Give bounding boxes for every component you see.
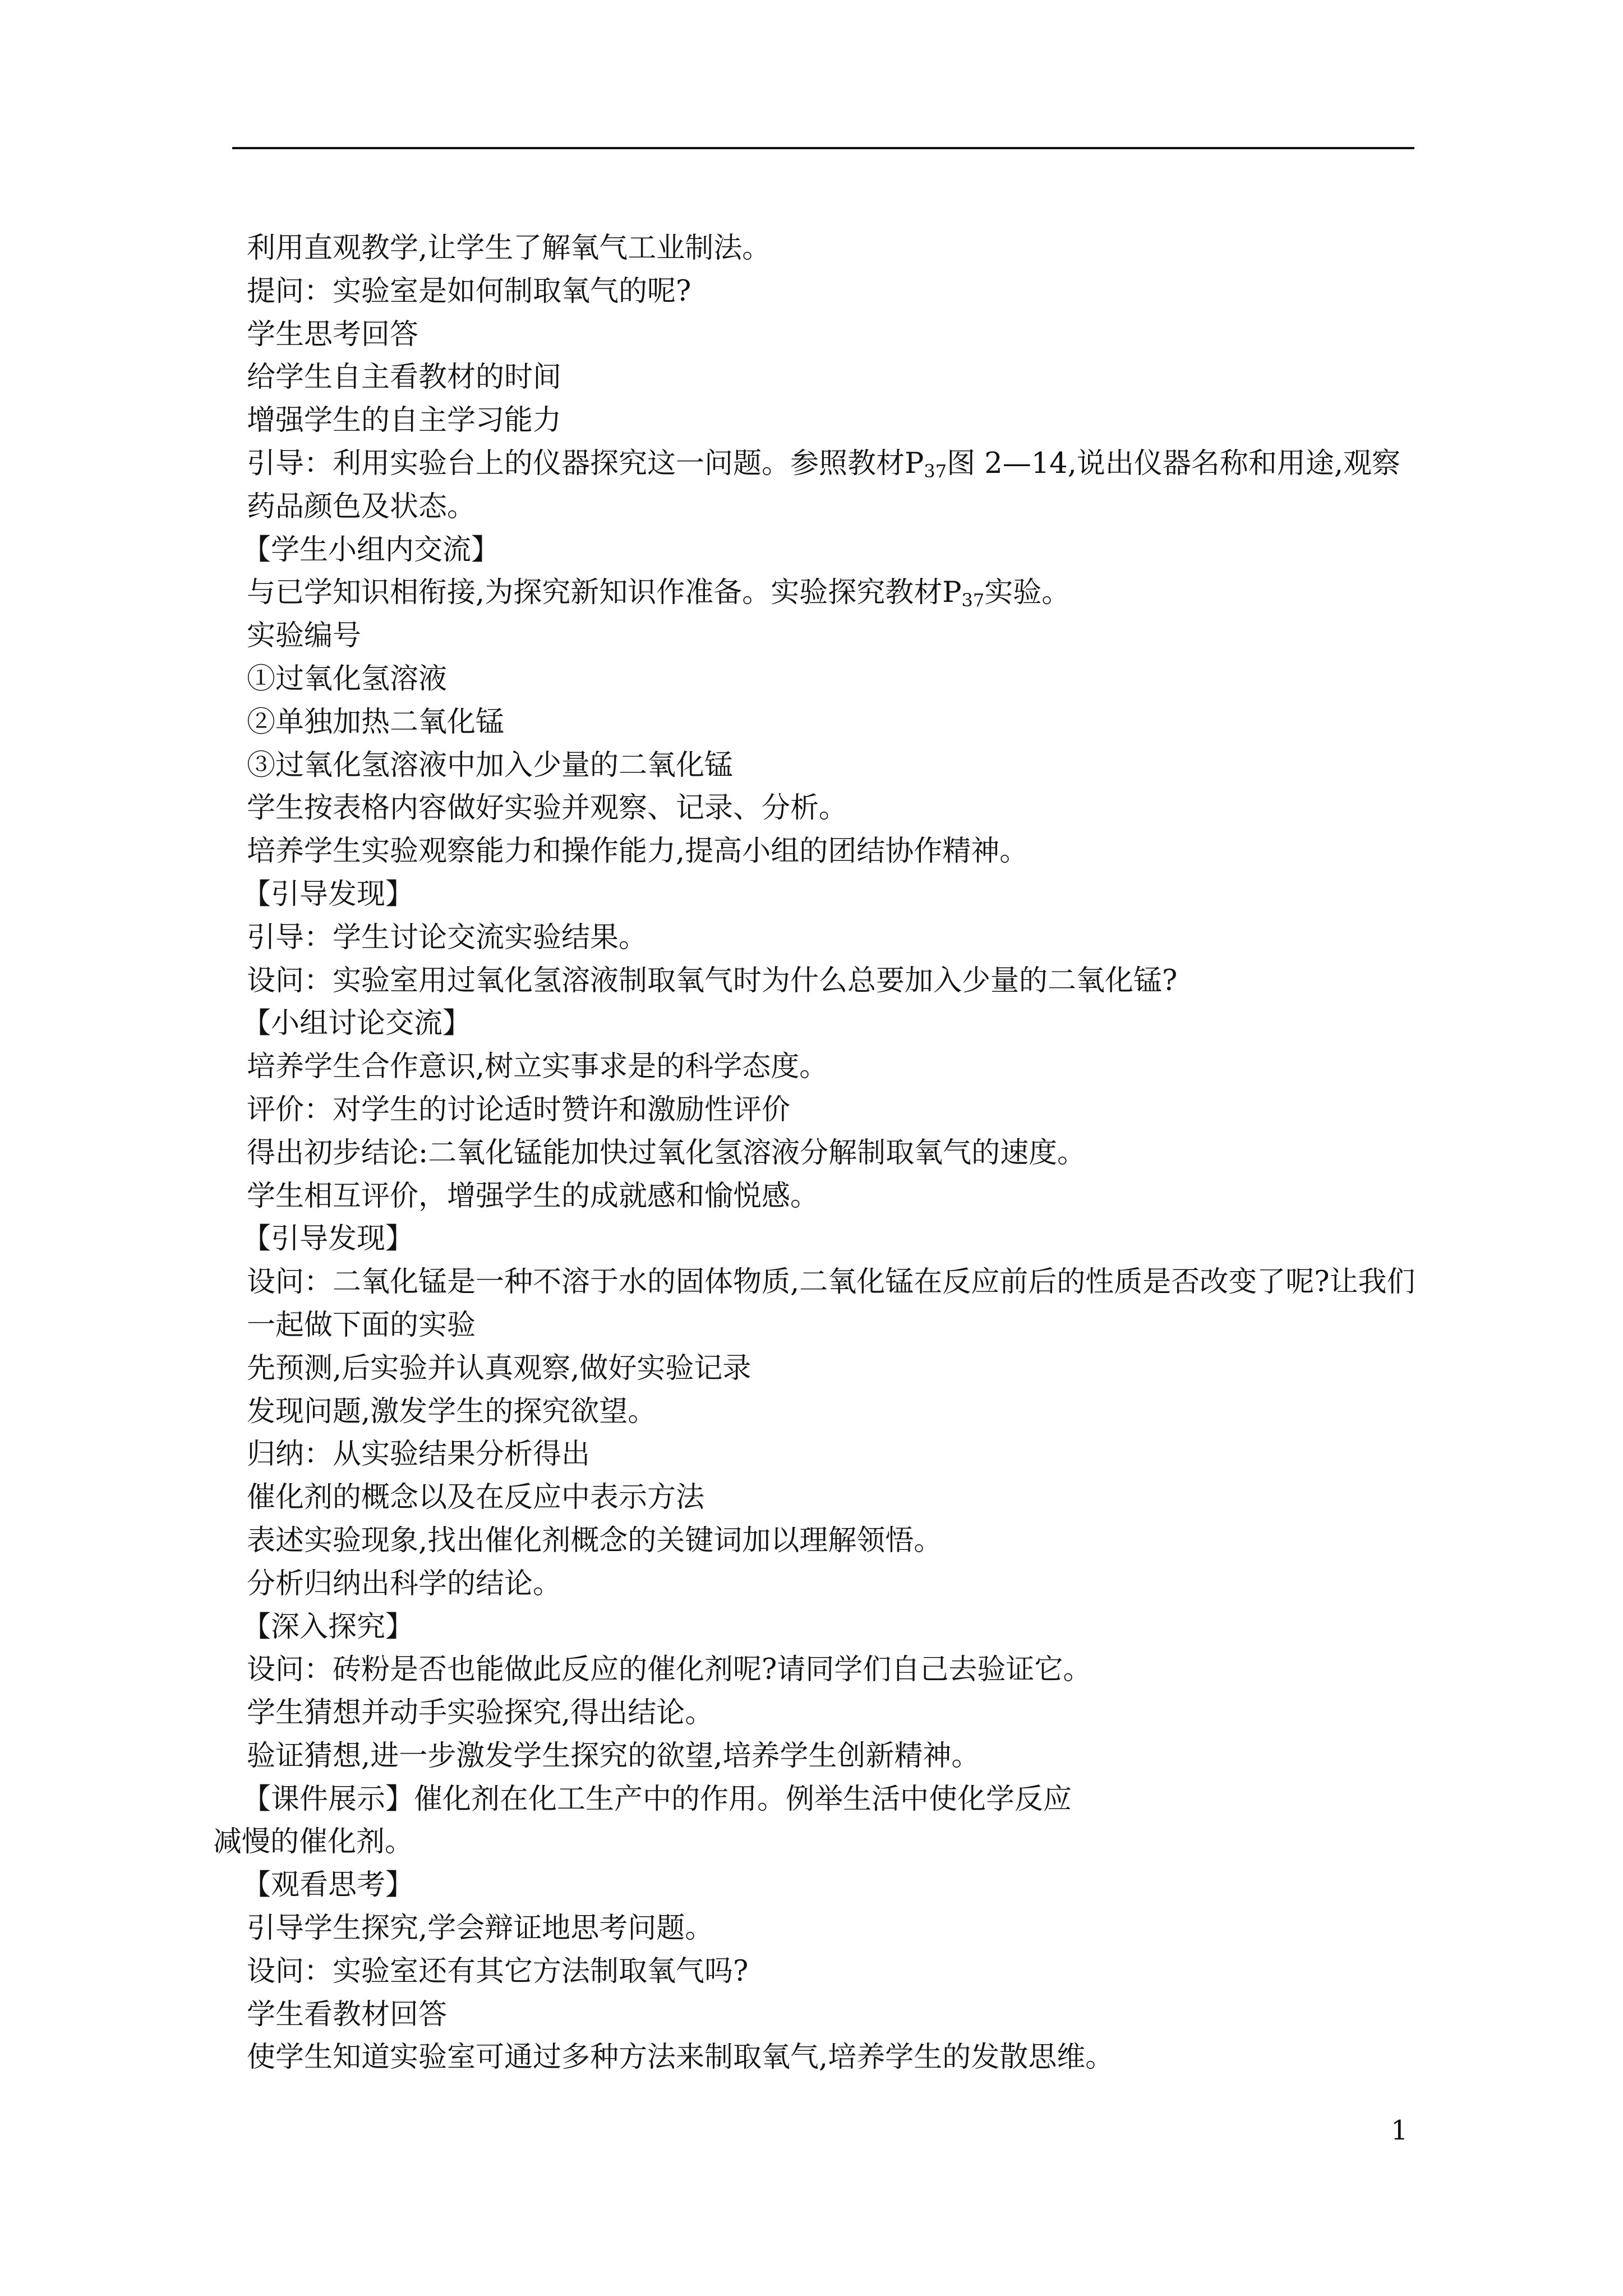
paragraph: 评价：对学生的讨论适时赞许和激励性评价 [247,1093,791,1126]
section-heading: 【引导发现】 [242,877,414,911]
page-ref-number: 37 [924,460,947,482]
paragraph: ③过氧化氢溶液中加入少量的二氧化锰 [247,748,734,782]
page-ref-prefix: P [905,447,924,480]
section-heading: 【深入探究】 [242,1610,414,1644]
paragraph: 提问：实验室是如何制取氧气的呢? [247,274,691,308]
paragraph: 设问：实验室用过氧化氢溶液制取氧气时为什么总要加入少量的二氧化锰? [247,964,1178,997]
paragraph: 表述实验现象,找出催化剂概念的关键词加以理解领悟。 [247,1524,943,1557]
paragraph-experiment [247,572,1419,615]
section-heading: 【小组讨论交流】 [242,1007,472,1041]
text-run: 引导：利用实验台上的仪器探究这一问题。参照教材 [247,447,905,480]
text-run: 与已学知识相衔接,为探究新知识作准备。实验探究教材 [247,576,943,610]
header-rule [232,147,1414,149]
paragraph: ②单独加热二氧化锰 [247,705,505,739]
paragraph: 利用直观教学,让学生了解氧气工业制法。 [247,232,771,265]
paragraph: 学生猜想并动手实验探究,得出结论。 [247,1696,714,1730]
paragraph: 设问：砖粉是否也能做此反应的催化剂呢?请同学们自己去验证它。 [247,1653,1092,1687]
paragraph: 引导学生探究,学会辩证地思考问题。 [247,1912,714,1945]
paragraph: 培养学生实验观察能力和操作能力,提高小组的团结协作精神。 [247,835,1029,868]
paragraph: 设问：实验室还有其它方法制取氧气吗? [247,1954,749,1988]
paragraph: 学生相互评价，增强学生的成就感和愉悦感。 [247,1179,819,1213]
section-heading: 【观看思考】 [242,1869,414,1902]
section-heading: 【引导发现】 [242,1222,414,1256]
paragraph: 学生思考回答 [247,318,419,351]
paragraph: 给学生自主看教材的时间 [247,361,562,394]
paragraph: 学生按表格内容做好实验并观察、记录、分析。 [247,792,848,825]
page-number: 1 [1391,2115,1408,2146]
paragraph: 催化剂的概念以及在反应中表示方法 [247,1481,705,1515]
paragraph: 验证猜想,进一步激发学生探究的欲望,培养学生创新精神。 [247,1739,980,1773]
paragraph: 减慢的催化剂。 [213,1825,414,1859]
paragraph: 增强学生的自主学习能力 [247,404,562,438]
section-heading: 【课件展示】催化剂在化工生产中的作用。例举生活中使化学反应 [242,1782,1072,1816]
paragraph: 归纳：从实验结果分析得出 [247,1438,591,1471]
paragraph: 使学生知道实验室可通过多种方法来制取氧气,培养学生的发散思维。 [247,2041,1114,2074]
paragraph: 实验编号 [247,619,362,653]
paragraph: 发现问题,激发学生的探究欲望。 [247,1395,657,1428]
page-ref-prefix: P [942,576,962,610]
section-heading: 【学生小组内交流】 [242,533,500,567]
paragraph: 培养学生合作意识,树立实事求是的科学态度。 [247,1050,828,1084]
paragraph: 得出初步结论:二氧化锰能加快过氧化氢溶液分解制取氧气的速度。 [247,1136,1086,1170]
paragraph: 设问：二氧化锰是一种不溶于水的固体物质,二氧化锰在反应前后的性质是否改变了呢?让我们一起做下面的实验 [247,1266,1415,1342]
paragraph: 分析归纳出科学的结论。 [247,1567,562,1600]
paragraph: ①过氧化氢溶液 [247,662,448,696]
paragraph-guide [247,443,1419,529]
paragraph: 引导：学生讨论交流实验结果。 [247,921,648,954]
page-ref-number: 37 [961,590,985,611]
paragraph: 学生看教材回答 [247,1998,448,2031]
document-body [213,227,1419,2079]
paragraph: 先预测,后实验并认真观察,做好实验记录 [247,1351,751,1385]
text-run: 实验。 [984,576,1071,610]
text-run: 图 2—14,说出仪器名称和用途,观察药品颜色及状态。 [247,447,1401,523]
